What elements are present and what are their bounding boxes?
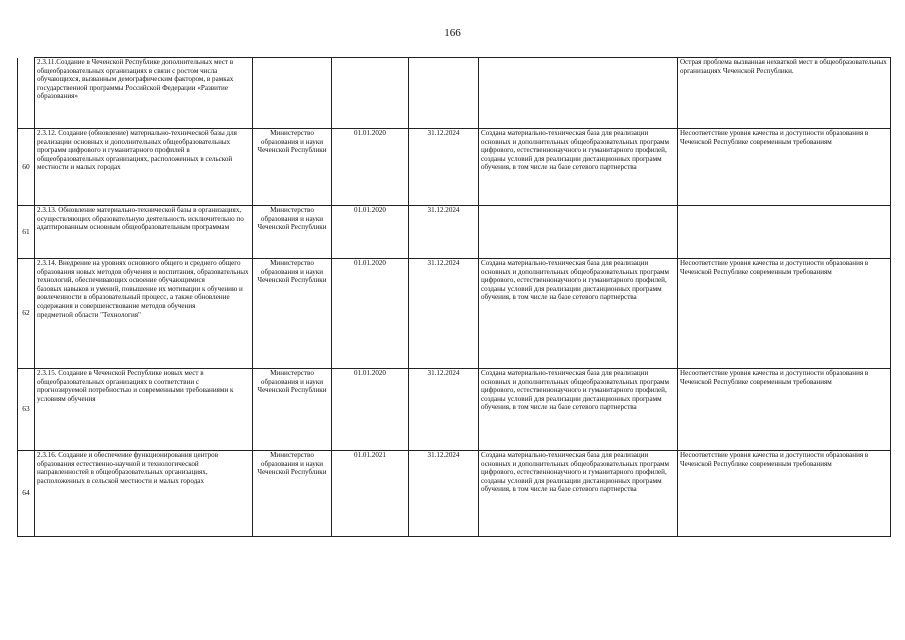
- measure-description-cell: 2.3.11.Создание в Чеченской Республике дополнительных мест в общеобразовательных организациях в связи с ростом числа обучающихся, вызванным демографическим фактором, в рамках государственной программы Российской Федерации «Развитие образования»: [35, 58, 253, 129]
- row-number-cell: 62: [18, 259, 35, 369]
- start-date-cell: [332, 58, 409, 129]
- expected-result-cell: Создана материально-техническая база для реализации основных и дополнительных общеобразовательных программ цифрового, естественнонаучного и гуманитарного профилей, созданы условий для реализации дистанционных программ обучения, в том числе на базе сетевого партнерства: [479, 369, 678, 451]
- executor-cell: Министерство образования и науки Чеченской Республики: [253, 259, 332, 369]
- problem-cell: Несоответствие уровня качества и доступности образования в Чеченской Республике современным требованиям: [678, 369, 891, 451]
- table-row: [18, 58, 891, 129]
- start-date-cell: 01.01.2020: [332, 206, 409, 259]
- expected-result-cell: Создана материально-техническая база для реализации основных и дополнительных общеобразовательных программ цифрового, естественнонаучного и гуманитарного профилей, созданы условий для реализации дистанционных программ обучения, в том числе на базе сетевого партнерства: [479, 259, 678, 369]
- executor-cell: Министерство образования и науки Чеченской Республики: [253, 369, 332, 451]
- start-date-cell: 01.01.2020: [332, 369, 409, 451]
- start-date-cell: 01.01.2021: [332, 451, 409, 537]
- measure-description-cell: 2.3.14. Внедрение на уровнях основного общего и среднего общего образования новых методов обучения и воспитания, образовательных технологий, обеспечивающих освоение обучающимися базовых навыков и умений, повышение их мотивации к обучению и вовлеченности в образовательный процесс, а также обновление содержания и совершенствование методов обучения предметной области "Технология": [35, 259, 253, 369]
- start-date-cell: 01.01.2020: [332, 259, 409, 369]
- end-date-cell: [409, 58, 479, 129]
- problem-cell: [678, 206, 891, 259]
- end-date-cell: 31.12.2024: [409, 259, 479, 369]
- measure-description-cell: 2.3.16. Создание и обеспечение функционирования центров образования естественно-научной и технологической направленностей в общеобразовательных организациях, расположенных в сельской местности и малых городах: [35, 451, 253, 537]
- program-measures-table: [17, 57, 891, 537]
- measure-description-cell: 2.3.13. Обновление материально-технической базы в организациях, осуществляющих образовательную деятельность исключительно по адаптированным основным общеобразовательным программам: [35, 206, 253, 259]
- table-row: [18, 451, 891, 537]
- problem-cell: Несоответствие уровня качества и доступности образования в Чеченской Республике современным требованиям: [678, 259, 891, 369]
- table-row: [18, 129, 891, 206]
- row-number-cell: 63: [18, 369, 35, 451]
- executor-cell: [253, 58, 332, 129]
- table-row: [18, 259, 891, 369]
- problem-cell: Несоответствие уровня качества и доступности образования в Чеченской Республике современным требованиям: [678, 451, 891, 537]
- row-number-cell: [18, 58, 35, 129]
- measure-description-cell: 2.3.12. Создание (обновление) материально-технической базы для реализации основных и дополнительных общеобразовательных программ цифрового и гуманитарного профилей в общеобразовательных организациях, расположенных в сельской местности и малых городах: [35, 129, 253, 206]
- end-date-cell: 31.12.2024: [409, 451, 479, 537]
- page-number: 166: [444, 27, 461, 39]
- table-row: [18, 206, 891, 259]
- row-number-cell: 64: [18, 451, 35, 537]
- problem-cell: Несоответствие уровня качества и доступности образования в Чеченской Республике современным требованиям: [678, 129, 891, 206]
- end-date-cell: 31.12.2024: [409, 206, 479, 259]
- expected-result-cell: [479, 58, 678, 129]
- problem-cell: Острая проблема вызванная нехваткой мест в общеобразовательных организациях Чеченской Республики.: [678, 58, 891, 129]
- expected-result-cell: Создана материально-техническая база для реализации основных и дополнительных общеобразовательных программ цифрового, естественнонаучного и гуманитарного профилей, созданы условий для реализации дистанционных программ обучения, в том числе на базе сетевого партнерства: [479, 129, 678, 206]
- measure-description-cell: 2.3.15. Создание в Чеченской Республике новых мест в общеобразовательных организациях в соответствии с прогнозируемой потребностью и современными требованиями к условиям обучения: [35, 369, 253, 451]
- executor-cell: Министерство образования и науки Чеченской Республики: [253, 451, 332, 537]
- table-row: [18, 369, 891, 451]
- expected-result-cell: Создана материально-техническая база для реализации основных и дополнительных общеобразовательных программ цифрового, естественнонаучного и гуманитарного профилей, созданы условий для реализации дистанционных программ обучения, в том числе на базе сетевого партнерства: [479, 451, 678, 537]
- executor-cell: Министерство образования и науки Чеченской Республики: [253, 206, 332, 259]
- expected-result-cell: [479, 206, 678, 259]
- row-number-cell: 61: [18, 206, 35, 259]
- start-date-cell: 01.01.2020: [332, 129, 409, 206]
- end-date-cell: 31.12.2024: [409, 369, 479, 451]
- row-number-cell: 60: [18, 129, 35, 206]
- end-date-cell: 31.12.2024: [409, 129, 479, 206]
- executor-cell: Министерство образования и науки Чеченской Республики: [253, 129, 332, 206]
